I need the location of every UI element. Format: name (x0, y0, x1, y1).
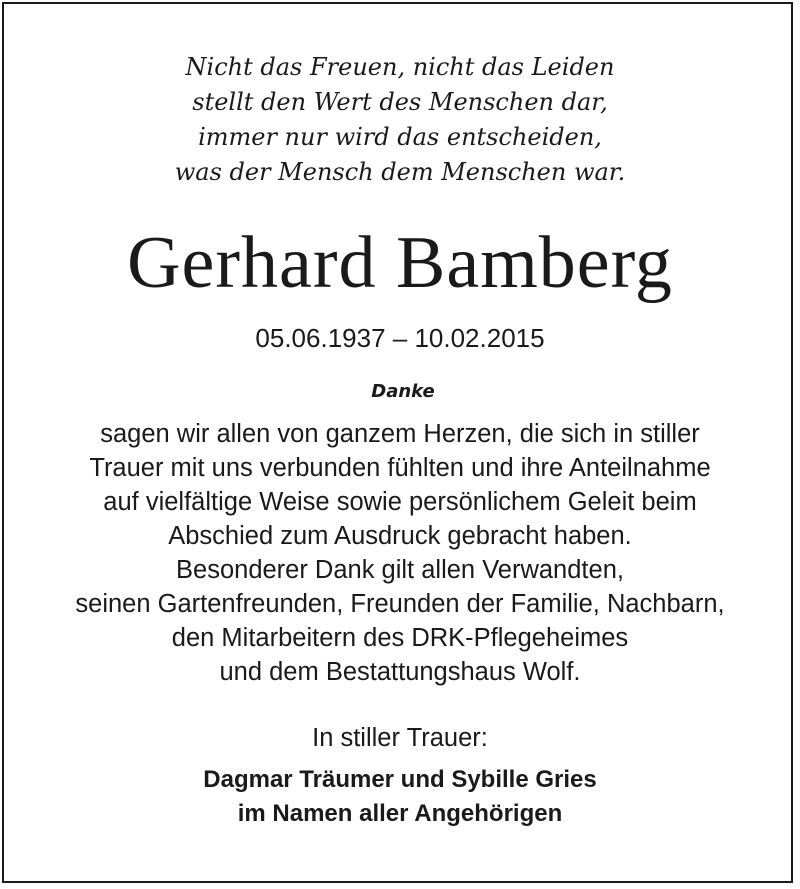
body-line: seinen Gartenfreunden, Freunden der Familie, Nachbarn, (75, 590, 725, 618)
poem-line: was der Mensch dem Menschen war. (174, 158, 626, 186)
body-line: sagen wir allen von ganzem Herzen, die sich in stiller (100, 420, 700, 448)
body-line: Abschied zum Ausdruck gebracht haben. (168, 522, 632, 550)
thanks-body (0, 417, 800, 689)
memorial-poem (0, 50, 800, 190)
body-line: auf vielfältige Weise sowie persönlichem Geleit beim (103, 488, 697, 516)
deceased-name: Gerhard Bamberg (127, 222, 673, 304)
life-dates: 05.06.1937 – 10.02.2015 (255, 323, 545, 353)
body-line: den Mitarbeitern des DRK-Pflegeheimes (171, 624, 629, 652)
closing-phrase: In stiller Trauer: (312, 724, 488, 752)
body-line: Besonderer Dank gilt allen Verwandten, (176, 556, 624, 584)
signers (0, 763, 800, 831)
poem-line: immer nur wird das entscheiden, (198, 123, 602, 151)
poem-line: stellt den Wert des Menschen dar, (192, 88, 608, 116)
signer-line: Dagmar Träumer und Sybille Gries (203, 766, 597, 793)
poem-line: Nicht das Freuen, nicht das Leiden (185, 53, 615, 81)
body-line: Trauer mit uns verbunden fühlten und ihre Anteilnahme (89, 454, 711, 482)
thanks-heading: Danke (371, 381, 435, 402)
signer-line: im Namen aller Angehörigen (237, 800, 563, 827)
body-line: und dem Bestattungshaus Wolf. (219, 658, 581, 686)
